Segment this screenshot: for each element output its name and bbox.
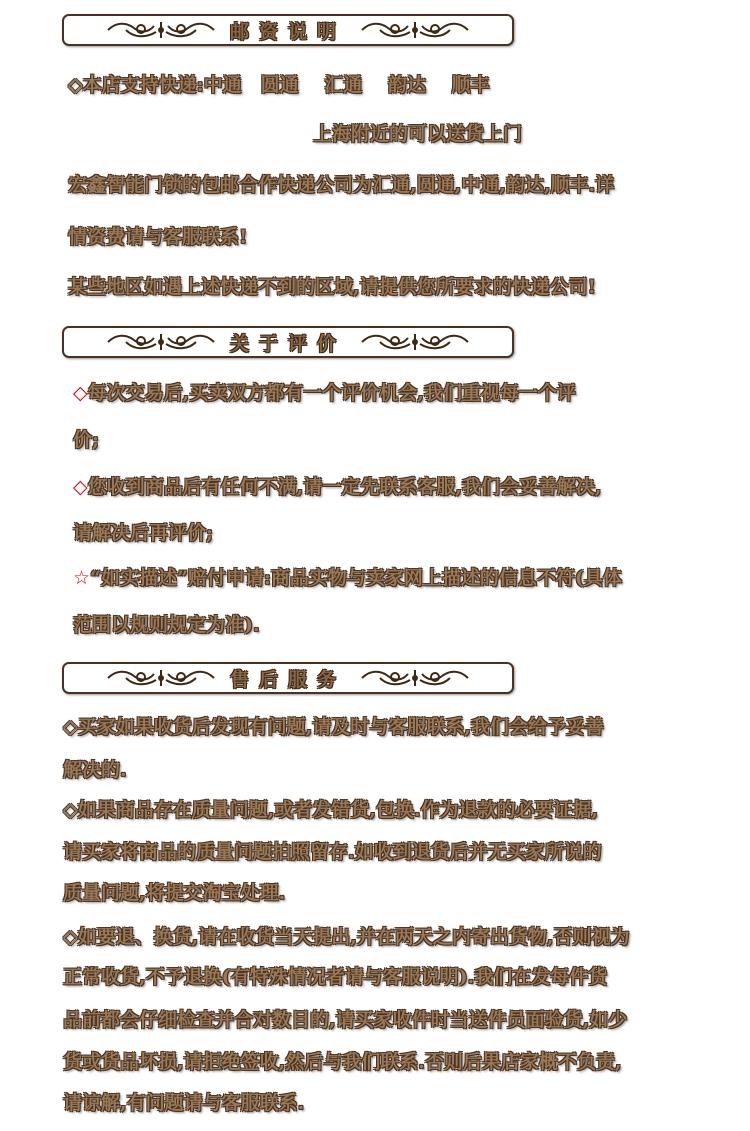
section-title: 邮资说明 — [229, 20, 346, 43]
text-line: 上海附近的可以送货上门 — [313, 123, 523, 145]
text-line: ◇买家如果收货后发现有问题,请及时与客服联系,我们会给予妥善 — [63, 716, 604, 738]
line-text: 您收到商品后有任何不满,请一定先联系客服,我们会妥善解决, — [87, 476, 602, 498]
section-title: 关于评价 — [229, 332, 346, 355]
ornament-right-icon — [360, 20, 470, 40]
section-header-postage — [62, 14, 514, 46]
section-header-after-sales — [62, 662, 514, 694]
text-line: ◇本店支持快递:中通 圆通 汇通 韵达 顺丰 — [68, 74, 490, 96]
section-header-reviews — [62, 326, 514, 358]
ornament-right-icon — [360, 332, 470, 352]
text-line: 解决的. — [63, 759, 127, 781]
text-line: 价; — [73, 429, 100, 451]
line-text: “如实描述”赔付申请:商品实物与卖家网上描述的信息不符(具体 — [90, 567, 622, 589]
text-line: 情资费请与客服联系! — [68, 226, 248, 248]
ornament-left-icon — [106, 20, 216, 40]
text-line: 请解决后再评价; — [73, 522, 214, 544]
text-line: 货或货品坏损,请拒绝签收,然后与我们联系.否则后果店家概不负责, — [63, 1051, 622, 1073]
red-star-icon: ☆ — [73, 567, 91, 589]
ornament-right-icon — [360, 668, 470, 688]
red-diamond-icon: ◇ — [73, 476, 88, 498]
ornament-left-icon — [106, 332, 216, 352]
text-line: 正常收货,不予退换(有特殊情况者请与客服说明).我们在发每件货 — [63, 966, 608, 988]
section-title: 售后服务 — [229, 668, 346, 691]
text-line: ◇如果商品存在质量问题,或者发错货,包换.作为退款的必要证据, — [63, 799, 599, 821]
text-line: 宏鑫智能门锁的包邮合作快递公司为汇通,圆通,中通,韵达,顺丰.详 — [68, 174, 615, 196]
red-diamond-icon: ◇ — [73, 382, 88, 404]
text-line: 请谅解,有问题请与客服联系. — [63, 1092, 305, 1114]
text-line — [73, 565, 622, 591]
text-line: 某些地区如遇上述快递不到的区域,请提供您所要求的快递公司! — [68, 276, 596, 298]
text-line: 请买家将商品的质量问题拍照留存.如收到退货后并无买家所说的 — [63, 841, 602, 863]
text-line: 范围以规则规定为准). — [73, 614, 260, 636]
ornament-left-icon — [106, 668, 216, 688]
text-line — [73, 380, 576, 406]
text-line: ◇如要退、换货,请在收货当天提出,并在两天之内寄出货物,否则视为 — [63, 926, 630, 948]
text-line: 品前都会仔细检查并合对数目的,请买家收件时当送件员面验货,如少 — [63, 1009, 628, 1031]
line-text: 每次交易后,买卖双方都有一个评价机会,我们重视每一个评 — [87, 382, 576, 404]
text-line: 质量问题,将提交淘宝处理. — [63, 882, 286, 904]
text-line — [73, 474, 601, 500]
